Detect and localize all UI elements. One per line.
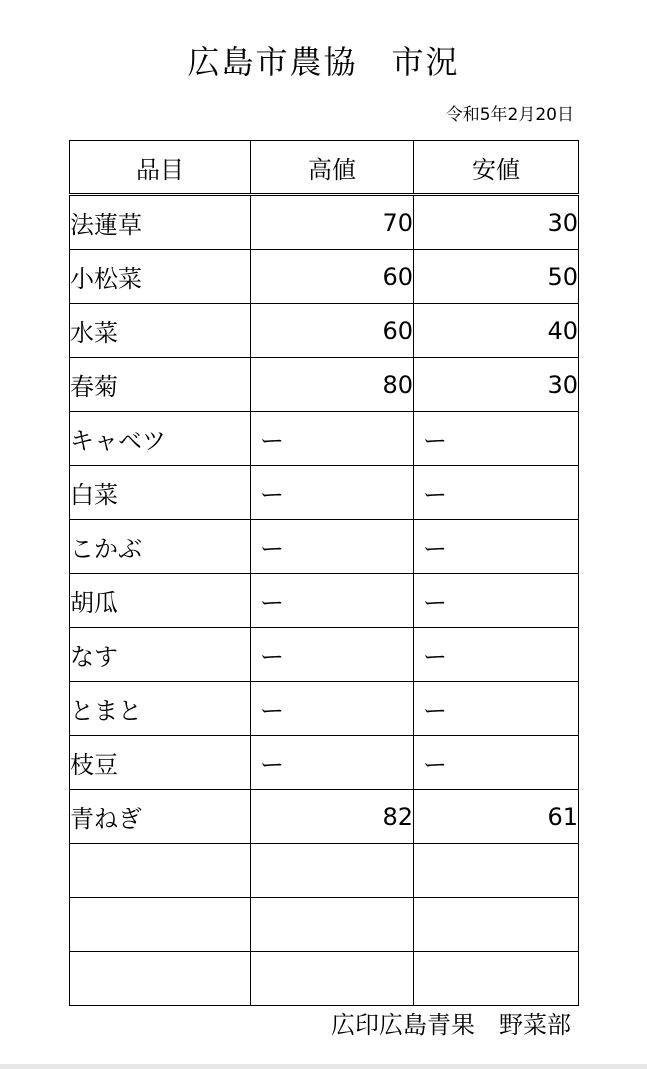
low-price-cell: ー	[414, 682, 579, 736]
footer-department: 広印広島青果 野菜部	[331, 1011, 571, 1039]
item-name-cell	[70, 898, 251, 952]
high-price-cell: ー	[251, 412, 414, 466]
high-price-cell	[251, 898, 414, 952]
item-name-cell: とまと	[70, 682, 251, 736]
table-row	[70, 250, 579, 304]
high-price-cell: ー	[251, 682, 414, 736]
high-price-cell: 60	[251, 304, 414, 358]
item-name-cell	[70, 844, 251, 898]
high-price-cell: ー	[251, 520, 414, 574]
high-price-cell	[251, 844, 414, 898]
bottom-divider	[0, 1064, 647, 1069]
item-name-cell: こかぶ	[70, 520, 251, 574]
low-price-cell	[414, 844, 579, 898]
item-name-cell: 小松菜	[70, 250, 251, 304]
item-name-cell: 水菜	[70, 304, 251, 358]
table-row	[70, 628, 579, 682]
table-row	[70, 790, 579, 844]
low-price-cell: 30	[414, 358, 579, 412]
table-row	[70, 844, 579, 898]
item-name-cell: 胡瓜	[70, 574, 251, 628]
high-price-cell: 82	[251, 790, 414, 844]
table-row	[70, 358, 579, 412]
low-price-cell: 50	[414, 250, 579, 304]
low-price-cell: ー	[414, 736, 579, 790]
high-price-cell: ー	[251, 628, 414, 682]
high-price-cell: ー	[251, 466, 414, 520]
low-price-cell: 30	[414, 195, 579, 250]
page-title: 広島市農協 市況	[187, 43, 460, 81]
high-price-cell: 70	[251, 195, 414, 250]
low-price-cell	[414, 898, 579, 952]
table-row	[70, 304, 579, 358]
low-price-cell: ー	[414, 628, 579, 682]
header-high-price: 高値	[251, 141, 414, 195]
item-name-cell: 青ねぎ	[70, 790, 251, 844]
header-low-price: 安値	[414, 141, 579, 195]
item-name-cell: 春菊	[70, 358, 251, 412]
table-row	[70, 952, 579, 1006]
item-name-cell: 枝豆	[70, 736, 251, 790]
price-table	[69, 140, 579, 1006]
high-price-cell: 80	[251, 358, 414, 412]
low-price-cell: ー	[414, 412, 579, 466]
low-price-cell: 40	[414, 304, 579, 358]
header-row	[70, 141, 579, 195]
low-price-cell: ー	[414, 520, 579, 574]
item-name-cell: 法蓮草	[70, 195, 251, 250]
item-name-cell	[70, 952, 251, 1006]
table-row	[70, 682, 579, 736]
low-price-cell: ー	[414, 466, 579, 520]
item-name-cell: 白菜	[70, 466, 251, 520]
high-price-cell	[251, 952, 414, 1006]
high-price-cell: 60	[251, 250, 414, 304]
high-price-cell: ー	[251, 736, 414, 790]
table-row	[70, 574, 579, 628]
table-row	[70, 412, 579, 466]
table-row	[70, 195, 579, 250]
low-price-cell	[414, 952, 579, 1006]
table-row	[70, 466, 579, 520]
report-date: 令和5年2月20日	[445, 105, 574, 125]
high-price-cell: ー	[251, 574, 414, 628]
low-price-cell: 61	[414, 790, 579, 844]
item-name-cell: なす	[70, 628, 251, 682]
table-row	[70, 898, 579, 952]
table-row	[70, 736, 579, 790]
low-price-cell: ー	[414, 574, 579, 628]
item-name-cell: キャベツ	[70, 412, 251, 466]
header-item: 品目	[70, 141, 251, 195]
table-row	[70, 520, 579, 574]
